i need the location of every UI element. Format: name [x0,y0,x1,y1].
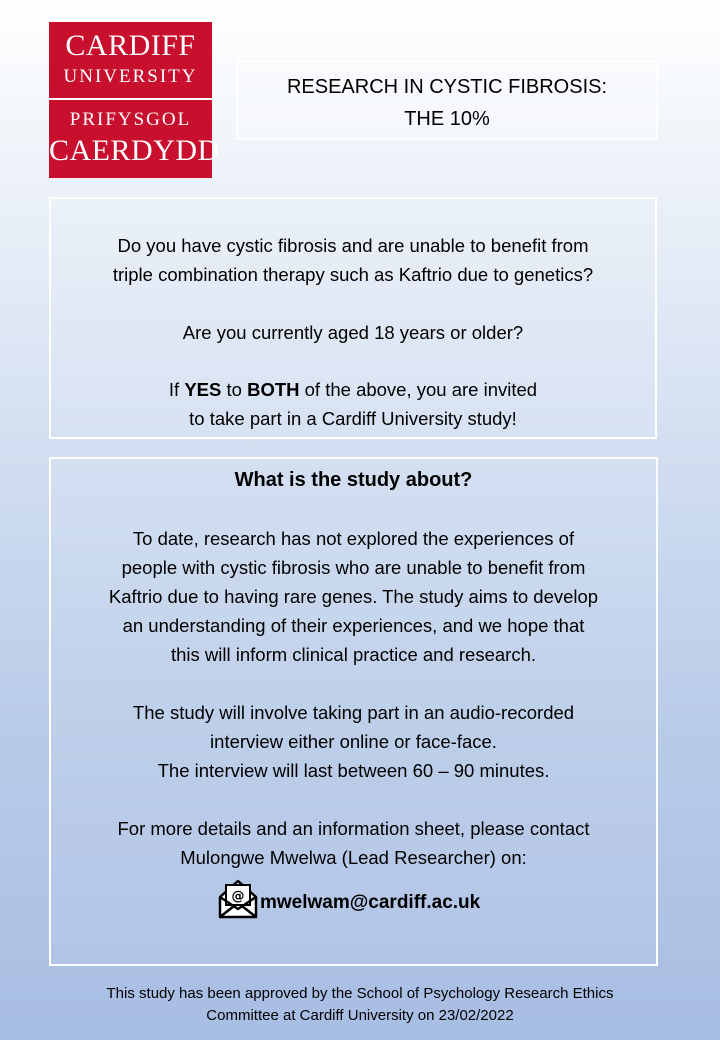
page-title-line1: RESEARCH IN CYSTIC FIBROSIS: [286,76,608,98]
logo-text-prifysgol: PRIFYSGOL [69,109,192,130]
study-p3-line: Mulongwe Mwelwa (Lead Researcher) on: [180,847,527,868]
study-p1-line: an understanding of their experiences, and we hope that [122,615,585,636]
study-p1-line: this will inform clinical practice and research. [171,644,536,665]
logo-divider [49,98,212,100]
invitation-yes: YES [184,379,222,400]
question-1-line1: Do you have cystic fibrosis and are unable to benefit from [117,235,589,256]
study-p2-line: The interview will last between 60 – 90 minutes. [157,760,550,781]
invitation-line1 [51,375,655,404]
ethics-footer-line1: This study has been approved by the School of Psychology Research Ethics [106,985,614,1002]
study-info-box [49,457,658,966]
invitation-to: to [226,379,242,400]
question-1-line2: triple combination therapy such as Kaftrio due to genetics? [112,264,594,285]
study-p1-line: Kaftrio due to having rare genes. The study aims to develop [108,586,599,607]
invitation-both: BOTH [247,379,300,400]
study-p2-line: interview either online or face-face. [210,731,497,752]
logo-text-university: UNIVERSITY [63,66,198,87]
contact-email[interactable]: mwelwam@cardiff.ac.uk [260,892,481,913]
email-at-envelope-icon [218,877,258,919]
svg-text:@: @ [231,889,245,904]
study-p1-line: people with cystic fibrosis who are unable to benefit from [121,557,586,578]
study-p1-line: To date, research has not explored the experiences of [132,528,575,549]
logo-text-caerdydd: CAERDYDD [49,134,220,167]
cardiff-university-logo [49,22,220,178]
study-p3-line: For more details and an information sheet, please contact [117,818,590,839]
question-2: Are you currently aged 18 years or older? [182,322,524,343]
eligibility-box [49,197,657,439]
invitation-rest: of the above, you are invited [304,379,538,400]
study-p2-line: The study will involve taking part in an audio-recorded [132,702,575,723]
logo-text-cardiff: CARDIFF [65,29,196,62]
invitation-if: If [168,379,180,400]
title-box [236,60,658,140]
study-heading: What is the study about? [234,469,473,491]
invitation-line2: to take part in a Cardiff University study! [189,408,517,429]
contact-email-row [51,877,656,923]
page-title-line2: THE 10% [404,108,490,130]
ethics-footer-line2: Committee at Cardiff University on 23/02/2022 [206,1007,514,1024]
